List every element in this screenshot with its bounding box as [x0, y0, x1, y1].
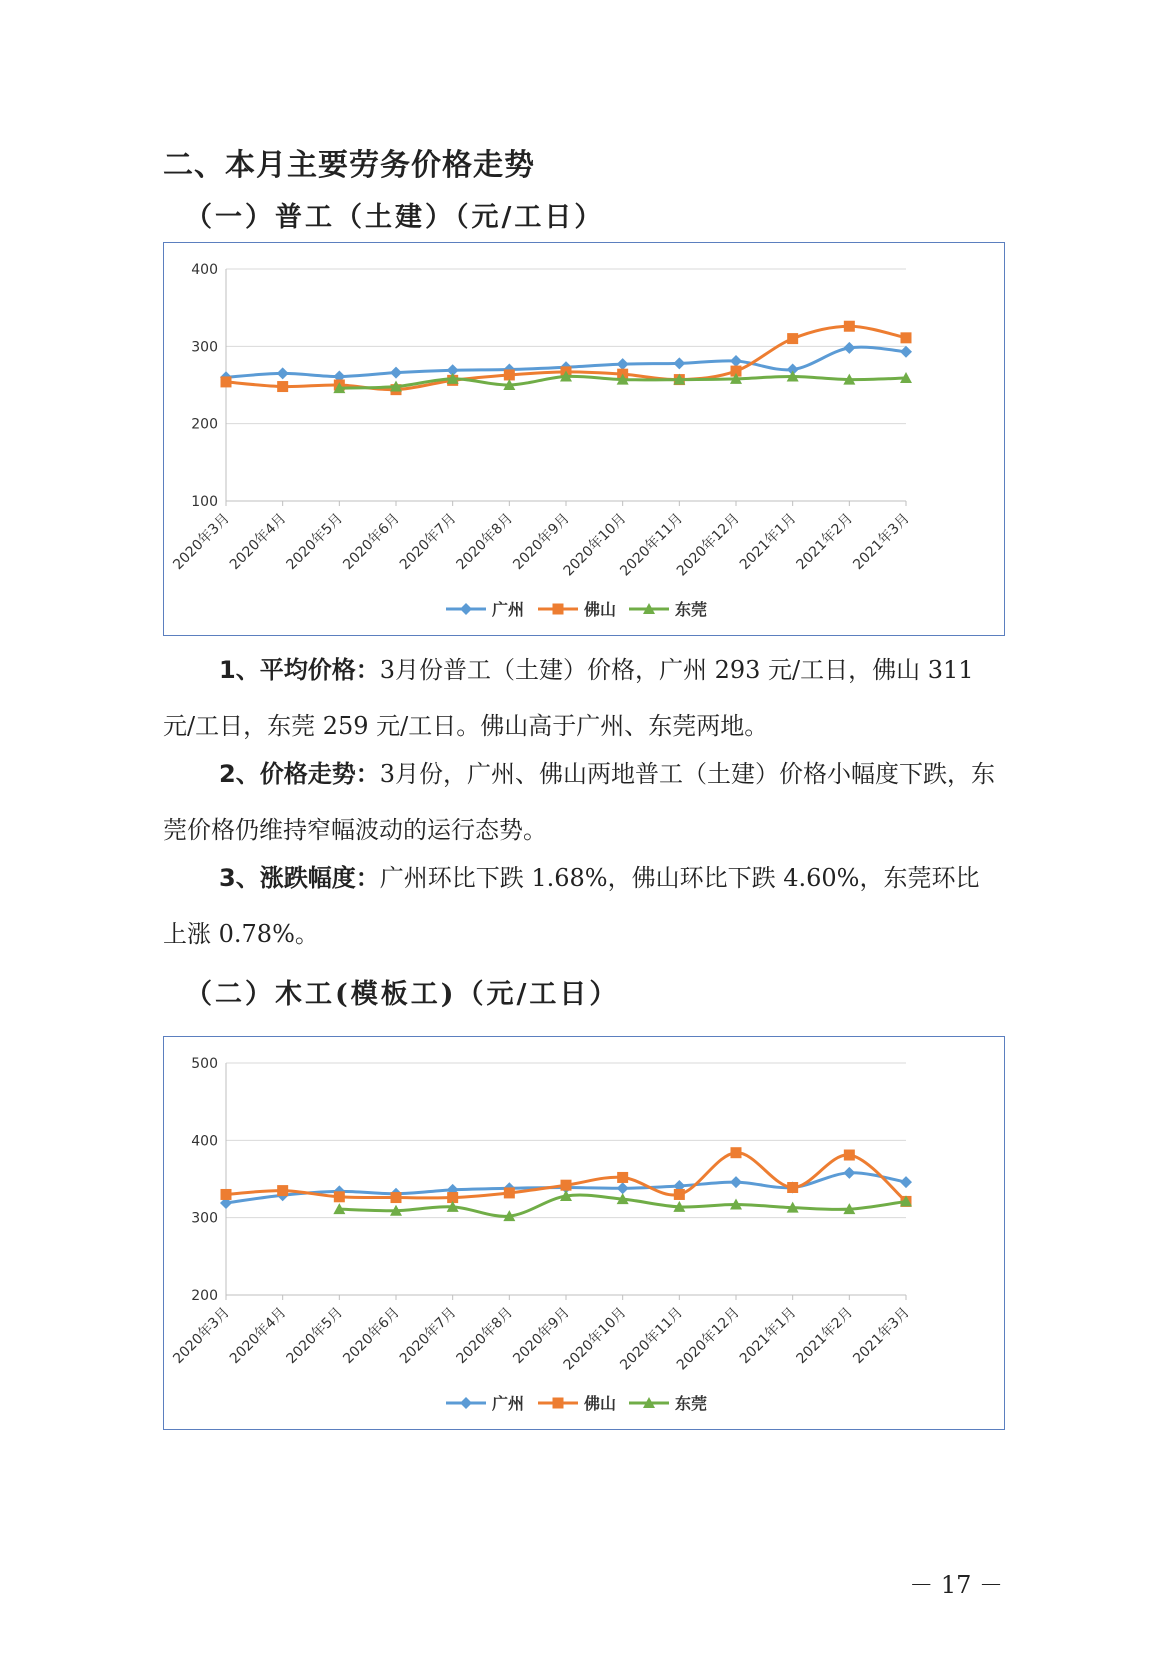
data-point — [844, 1150, 855, 1161]
data-point — [221, 376, 232, 387]
chart-carpenter-svg — [164, 1037, 1004, 1429]
chart-carpenter — [163, 1036, 1005, 1430]
x-tick-label: 2020年12月 — [673, 1304, 743, 1374]
x-tick-label: 2020年10月 — [560, 1304, 630, 1374]
x-tick-label: 2020年7月 — [396, 1304, 460, 1368]
data-point — [334, 1191, 345, 1202]
paragraph-change-range-lead: 3、涨跌幅度： — [219, 864, 380, 892]
legend-item — [446, 1394, 524, 1413]
legend-label: 广州 — [492, 1394, 525, 1413]
x-tick-label: 2020年3月 — [170, 510, 233, 574]
x-tick-label: 2021年1月 — [736, 1304, 800, 1368]
subsection-title-general-labor: （一）普工（土建）（元/工日） — [185, 202, 605, 233]
x-tick-label: 2020年11月 — [617, 1304, 687, 1374]
series-东莞 — [333, 370, 912, 393]
data-point — [504, 1187, 515, 1198]
x-tick-label: 2021年2月 — [793, 1304, 857, 1368]
paragraph-change-range — [163, 850, 1003, 962]
y-tick-label: 400 — [191, 262, 218, 278]
data-point — [844, 321, 855, 332]
x-tick-label: 2020年8月 — [453, 1304, 517, 1368]
data-point — [900, 1176, 912, 1188]
data-point — [787, 1182, 798, 1193]
x-tick-label: 2020年8月 — [453, 510, 517, 574]
paragraph-price-trend — [163, 746, 1003, 858]
legend-marker — [553, 1398, 564, 1409]
legend-item — [629, 1394, 707, 1413]
data-point — [277, 367, 289, 379]
y-tick-label: 500 — [191, 1056, 218, 1072]
legend-item — [538, 600, 616, 619]
paragraph-price-trend-text: 3月份，广州、佛山两地普工（土建）价格小幅度下跌，东莞价格仍维持窄幅波动的运行态势。 — [163, 760, 995, 844]
chart-general-labor — [163, 242, 1005, 636]
x-tick-label: 2020年10月 — [560, 510, 630, 580]
data-point — [787, 333, 798, 344]
legend-label: 佛山 — [584, 1394, 617, 1413]
legend-item — [629, 600, 707, 619]
y-tick-label: 200 — [191, 1288, 218, 1304]
data-point — [617, 1182, 629, 1194]
legend-label: 广州 — [492, 600, 525, 619]
x-tick-label: 2020年4月 — [226, 1304, 290, 1368]
x-tick-label: 2020年9月 — [510, 510, 573, 574]
y-tick-label: 400 — [191, 1133, 218, 1150]
chart-general-labor-svg — [164, 243, 1004, 635]
series-佛山 — [221, 321, 912, 395]
paragraph-average-price — [163, 642, 1003, 754]
x-tick-label: 2020年12月 — [673, 510, 743, 580]
data-point — [674, 1189, 685, 1200]
x-tick-label: 2020年9月 — [510, 1304, 573, 1368]
legend-marker — [460, 603, 472, 615]
data-point — [561, 1180, 572, 1191]
data-point — [221, 1189, 232, 1200]
data-point — [391, 1192, 402, 1203]
data-point — [730, 1176, 742, 1188]
x-tick-label: 2021年3月 — [850, 1304, 913, 1368]
x-tick-label: 2020年4月 — [226, 510, 290, 574]
subsection-title-carpenter: （二）木工(模板工)（元/工日） — [185, 979, 620, 1010]
x-tick-label: 2020年3月 — [170, 1304, 233, 1368]
data-point — [504, 369, 515, 380]
x-tick-label: 2020年5月 — [283, 510, 347, 574]
data-point — [617, 358, 629, 370]
data-point — [277, 1185, 288, 1196]
legend-label: 东莞 — [675, 600, 708, 619]
legend-marker — [460, 1397, 472, 1409]
legend-marker — [553, 604, 564, 615]
legend-item — [538, 1394, 616, 1413]
data-point — [617, 1172, 628, 1183]
data-point — [277, 381, 288, 392]
section-title: 二、本月主要劳务价格走势 — [163, 148, 535, 183]
paragraph-average-price-text: 3月份普工（土建）价格，广州 293 元/工日，佛山 311 元/工日，东莞 259 元/工日。佛山高于广州、东莞两地。 — [163, 656, 974, 740]
x-tick-label: 2021年2月 — [793, 510, 857, 574]
legend-label: 佛山 — [584, 600, 617, 619]
y-tick-label: 200 — [191, 416, 218, 433]
page-number: － 17 － — [909, 1571, 1003, 1599]
legend-item — [446, 600, 524, 619]
series-东莞 — [333, 1190, 912, 1221]
data-point — [900, 346, 912, 358]
data-point — [731, 1147, 742, 1158]
y-tick-label: 300 — [191, 1210, 218, 1227]
x-tick-label: 2020年5月 — [283, 1304, 347, 1368]
paragraph-change-range-text: 广州环比下跌 1.68%，佛山环比下跌 4.60%，东莞环比上涨 0.78%。 — [163, 864, 980, 948]
data-point — [843, 1167, 855, 1179]
x-tick-label: 2020年6月 — [340, 510, 403, 574]
data-point — [843, 342, 855, 354]
x-tick-label: 2020年7月 — [396, 510, 460, 574]
data-point — [730, 355, 742, 367]
x-tick-label: 2020年11月 — [617, 510, 687, 580]
data-point — [673, 357, 685, 369]
x-tick-label: 2021年3月 — [850, 510, 913, 574]
y-tick-label: 300 — [191, 339, 218, 356]
data-point — [390, 367, 402, 379]
data-point — [901, 332, 912, 343]
x-tick-label: 2021年1月 — [736, 510, 800, 574]
paragraph-average-price-lead: 1、平均价格： — [219, 656, 380, 684]
legend-label: 东莞 — [675, 1394, 708, 1413]
paragraph-price-trend-lead: 2、价格走势： — [219, 760, 380, 788]
y-tick-label: 100 — [191, 494, 218, 510]
x-tick-label: 2020年6月 — [340, 1304, 403, 1368]
